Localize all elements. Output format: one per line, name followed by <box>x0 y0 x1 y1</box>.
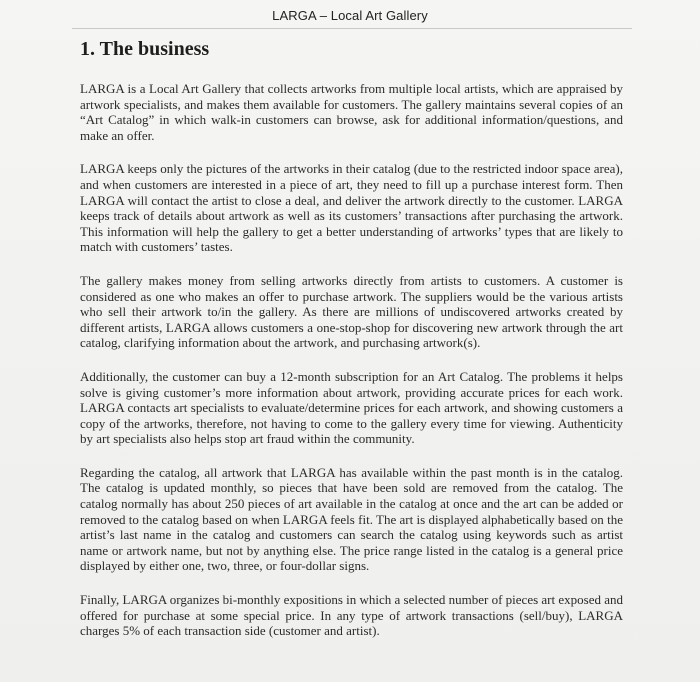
section-body <box>80 81 623 657</box>
paragraph-6: Finally, LARGA organizes bi-monthly expositions in which a selected number of pieces art exposed and offered for purchase at some special price. In any type of artwork transactions (sell/buy), LARGA charges 5% of each transaction side (customer and artist). <box>80 592 623 639</box>
header-divider <box>72 28 632 29</box>
paragraph-5: Regarding the catalog, all artwork that LARGA has available within the past month is in the catalog. The catalog is updated monthly, so pieces that have been sold are removed from the catalog. The catalog normally has about 250 pieces of art available in the catalog at once and the art can be added or removed to the catalog based on when LARGA feels fit. The art is displayed alphabetically based on the artist’s last name in the catalog and customers can search the catalog using keywords such as artist name or artwork name, but not by anything else. The price range listed in the catalog is a general price displayed by either one, two, three, or four-dollar signs. <box>80 464 623 574</box>
section-title: 1. The business <box>80 38 210 60</box>
paragraph-2: LARGA keeps only the pictures of the artworks in their catalog (due to the restricted indoor space area), and when customers are interested in a piece of art, they need to fill up a purchase interest form. Then LARGA will contact the artist to close a deal, and deliver the artwork directly to the customer. LARGA keeps track of details about artwork as well as its customers’ transactions after purchasing the artwork. This information will help the gallery to get a better understanding of artworks’ types that are likely to match with customers’ tastes. <box>80 161 623 255</box>
paragraph-1: LARGA is a Local Art Gallery that collects artworks from multiple local artists, which are appraised by artwork specialists, and makes them available for customers. The gallery maintains several copies of an “Art Catalog” in which walk-in customers can browse, ask for additional information/questions, and make an offer. <box>80 81 623 143</box>
paragraph-4: Additionally, the customer can buy a 12-month subscription for an Art Catalog. The problems it helps solve is giving customer’s more information about artwork, providing accurate prices for each work. LARGA contacts art specialists to evaluate/determine prices for each artwork, and showing customers a copy of the artworks, therefore, not having to come to the gallery every time for viewing. Authenticity by art specialists also helps stop art fraud within the community. <box>80 368 623 447</box>
paragraph-3: The gallery makes money from selling artworks directly from artists to customers. A customer is considered as one who makes an offer to purchase artwork. The suppliers would be the various artists who sell their artwork to/in the gallery. As there are millions of undiscovered artworks created by different artists, LARGA allows customers a one-stop-shop for discovering new artwork through the art catalog, clarifying information about the artwork, and purchasing artwork(s). <box>80 272 623 351</box>
page-header: LARGA – Local Art Gallery <box>272 8 428 23</box>
